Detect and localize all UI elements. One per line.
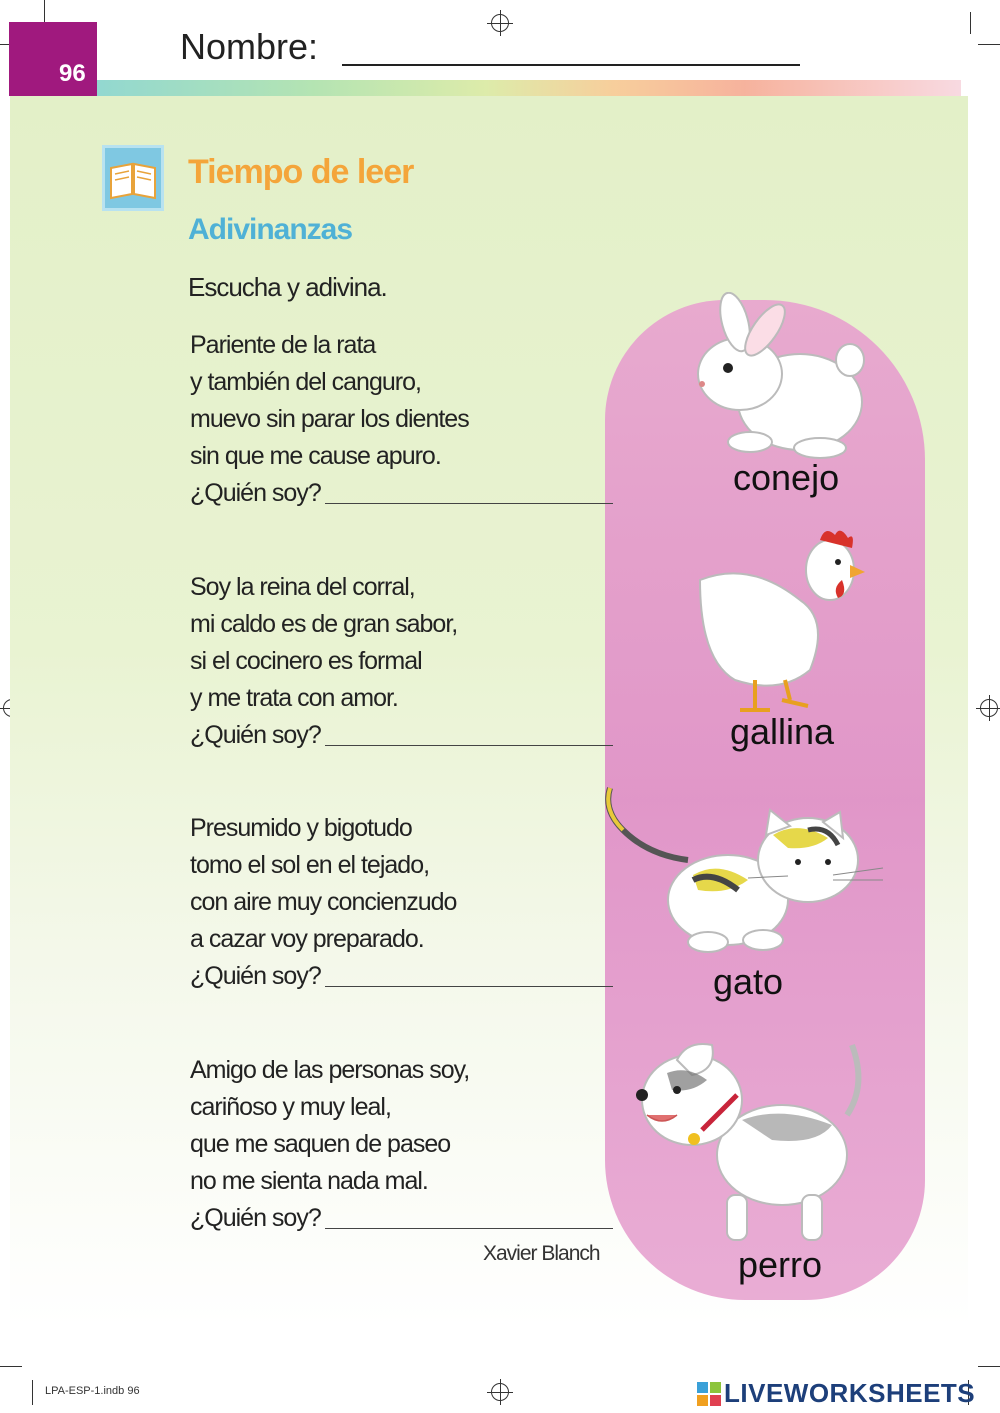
book-icon <box>102 145 164 211</box>
animal-label-gallina: gallina <box>730 711 835 752</box>
riddle-line: Amigo de las personas soy, <box>190 1056 470 1084</box>
registration-mark-icon <box>491 1383 509 1401</box>
crop-mark <box>0 1366 22 1367</box>
rabbit-illustration <box>680 292 870 467</box>
liveworksheets-logo-icon <box>697 1382 721 1406</box>
riddle-line: Soy la reina del corral, <box>190 573 415 601</box>
riddle-line: cariñoso y muy leal, <box>190 1093 391 1121</box>
answer-input-line[interactable] <box>325 745 613 746</box>
animal-label-perro: perro <box>738 1244 823 1285</box>
crop-mark <box>970 12 971 34</box>
riddle-line: no me sienta nada mal. <box>190 1167 428 1195</box>
hen-illustration <box>690 520 870 720</box>
dog-illustration <box>632 1035 872 1255</box>
riddle-question: ¿Quién soy? <box>190 1204 321 1232</box>
animal-label-conejo: conejo <box>733 457 840 498</box>
riddle-1 <box>190 327 610 512</box>
page-number-tab <box>9 22 97 96</box>
instruction-text: Escucha y adivina. <box>188 272 387 302</box>
riddle-line: y también del canguro, <box>190 368 421 396</box>
header-color-band <box>97 80 961 96</box>
riddle-2 <box>190 569 610 754</box>
animal-label-gato: gato <box>713 961 784 1002</box>
riddle-3 <box>190 810 610 995</box>
registration-mark-icon <box>980 699 998 717</box>
riddle-line: que me saquen de paseo <box>190 1130 451 1158</box>
riddle-line: muevo sin parar los dientes <box>190 405 469 433</box>
crop-mark <box>978 44 1000 45</box>
riddle-line: si el cocinero es formal <box>190 647 422 675</box>
file-info: LPA-ESP-1.indb 96 <box>45 1385 140 1397</box>
brand-name: LIVEWORKSHEETS <box>724 1378 976 1408</box>
riddle-line: mi caldo es de gran sabor, <box>190 610 458 638</box>
crop-mark <box>32 1380 33 1405</box>
riddle-4 <box>190 1052 610 1237</box>
riddle-question: ¿Quién soy? <box>190 962 321 990</box>
riddle-question: ¿Quién soy? <box>190 721 321 749</box>
riddle-line: a cazar voy preparado. <box>190 925 424 953</box>
section-title: Tiempo de leer <box>188 153 414 191</box>
registration-mark-icon <box>491 14 509 32</box>
riddle-line: Pariente de la rata <box>190 331 376 359</box>
riddle-question: ¿Quién soy? <box>190 479 321 507</box>
riddle-line: y me trata con amor. <box>190 684 398 712</box>
riddle-line: con aire muy concienzudo <box>190 888 457 916</box>
answer-input-line[interactable] <box>325 986 613 987</box>
riddle-line: Presumido y bigotudo <box>190 814 412 842</box>
answer-input-line[interactable] <box>325 1228 613 1229</box>
answer-input-line[interactable] <box>325 503 613 504</box>
section-subtitle: Adivinanzas <box>188 213 353 246</box>
riddle-line: sin que me cause apuro. <box>190 442 441 470</box>
crop-mark <box>44 0 45 22</box>
page-number: 96 <box>59 60 86 87</box>
author-credit: Xavier Blanch <box>483 1242 600 1265</box>
cat-illustration <box>598 780 888 970</box>
name-label: Nombre: <box>180 26 319 67</box>
crop-mark <box>978 1366 1000 1367</box>
riddle-line: tomo el sol en el tejado, <box>190 851 430 879</box>
name-input-line[interactable] <box>342 64 800 66</box>
